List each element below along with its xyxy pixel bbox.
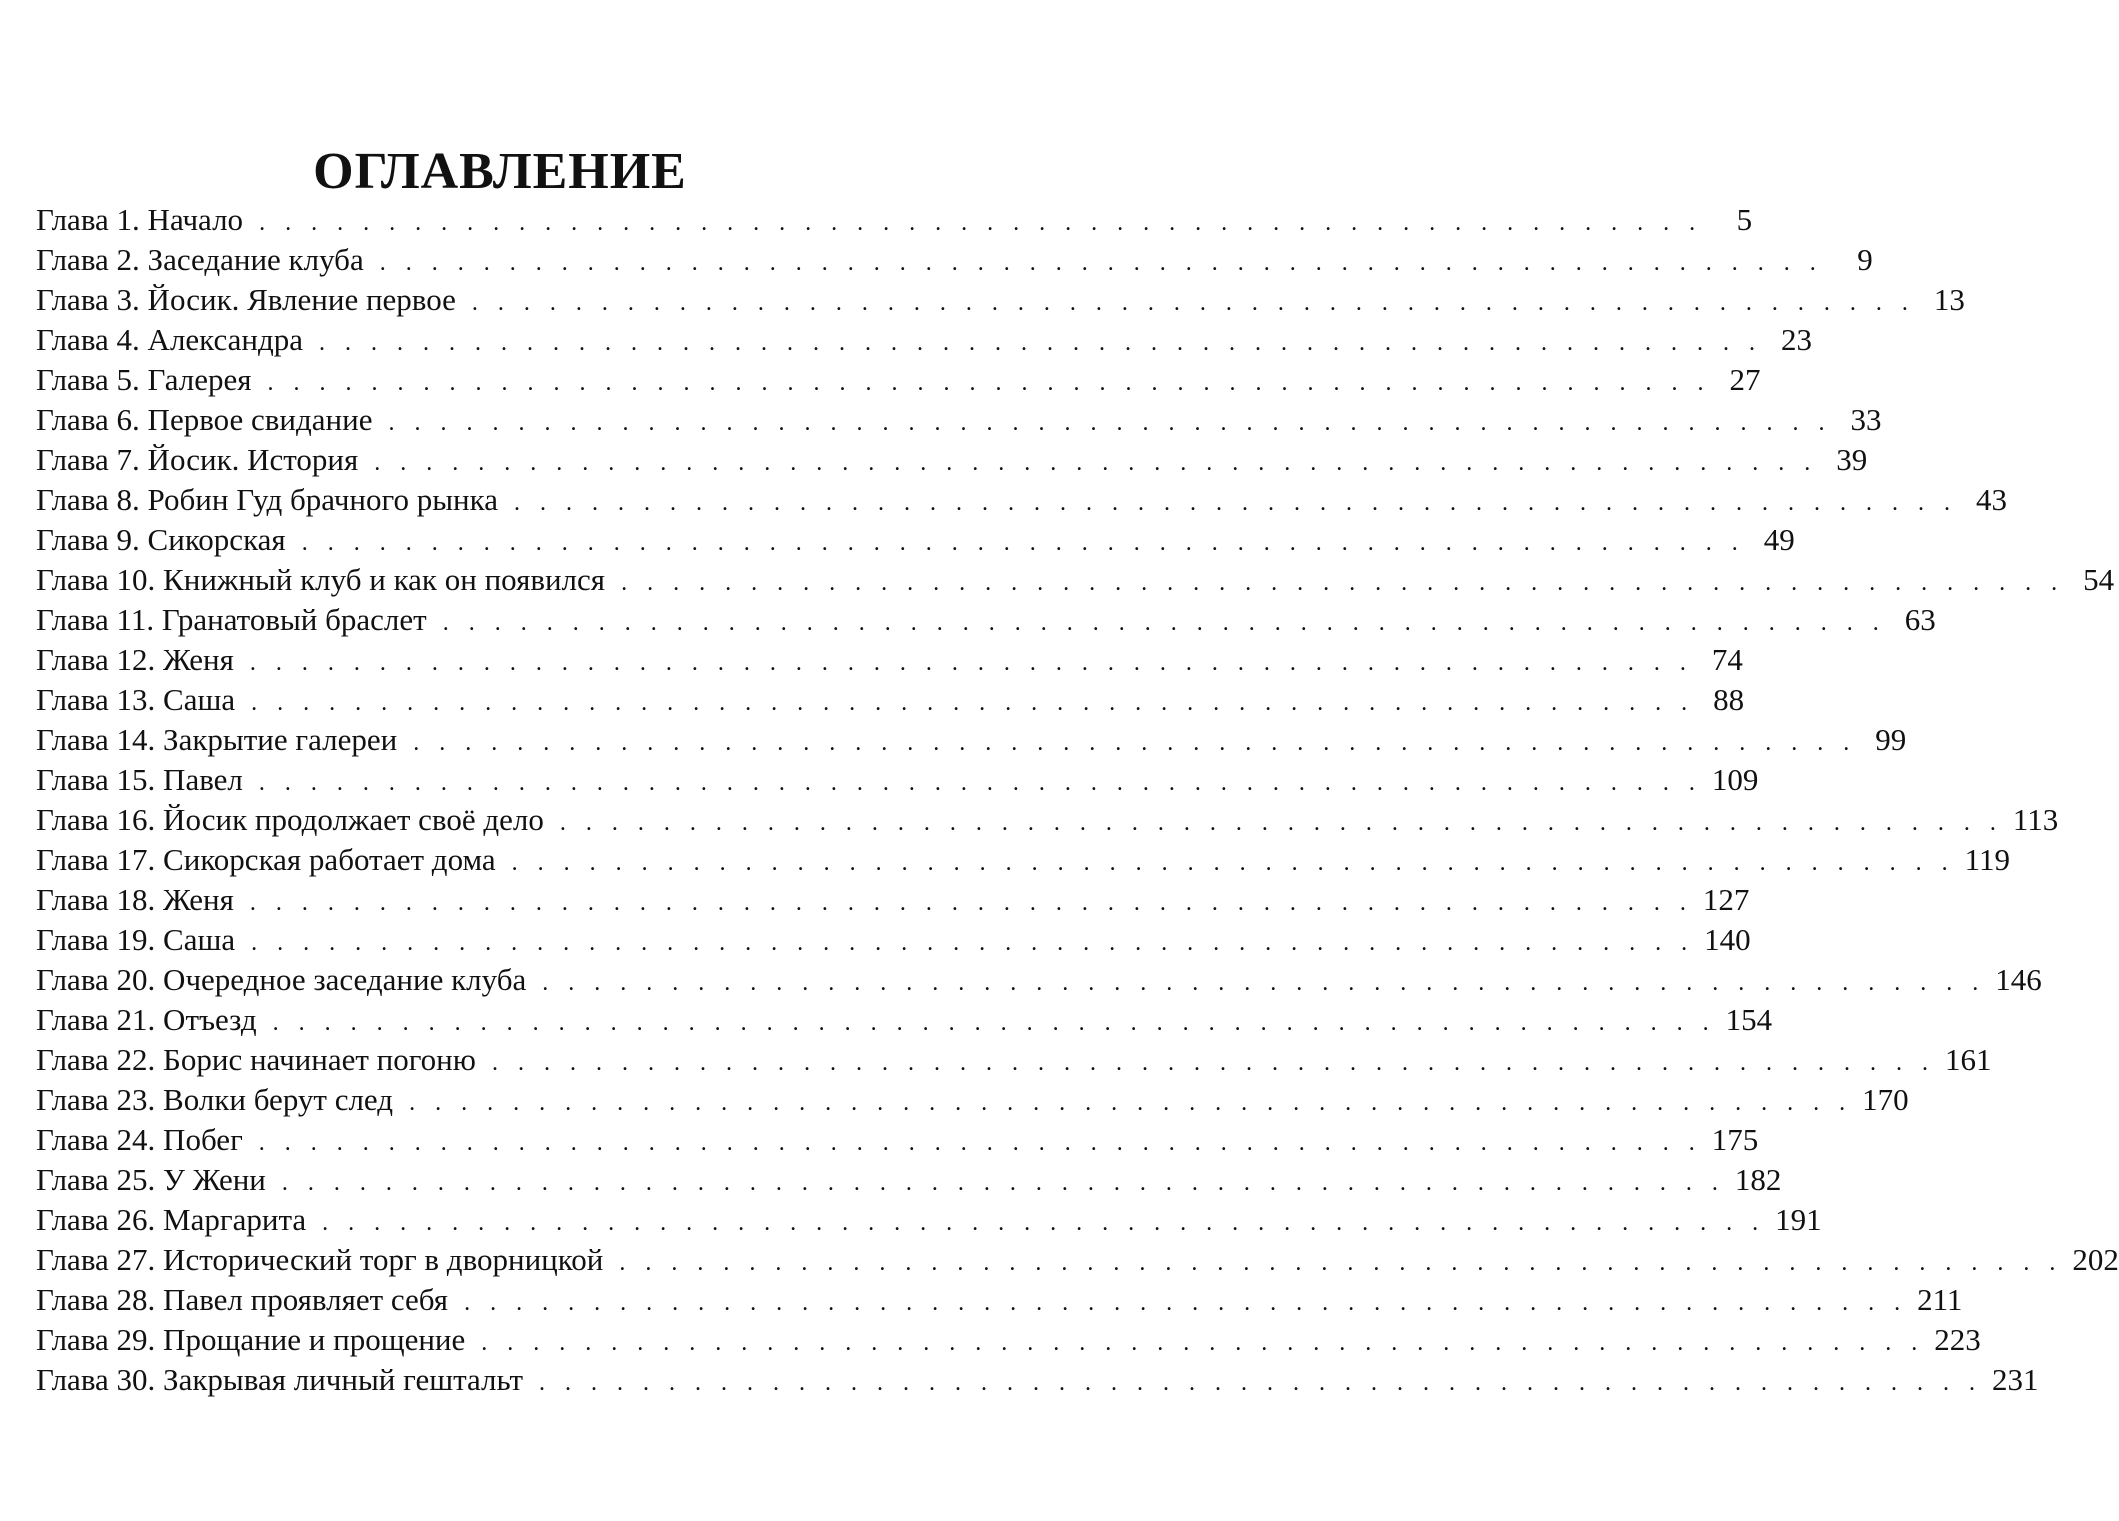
toc-entry[interactable] [36,680,1745,720]
chapter-title: Глава 12. Женя [36,642,234,677]
page-number: 5 [1736,202,1753,237]
chapter-title: Глава 8. Робин Гуд брачного рынка [36,482,498,517]
page-number: 9 [1857,242,1873,277]
chapter-title: Глава 24. Побег [36,1122,243,1157]
toc-entry[interactable] [36,1320,1981,1360]
page-number: 161 [1944,1042,1992,1077]
page-number: 99 [1875,722,1907,757]
dot-leader: . . . . . . . . . . . . . . . . . . . . . . . . . . . . . . . . . . . . . . . . . . . . . . . . . . . . . . . . [539,1370,1983,1396]
toc-entry[interactable] [36,1200,1822,1240]
toc-entry[interactable] [36,280,1965,320]
page-number: 211 [1917,1282,1963,1317]
page-number: 231 [1992,1362,2039,1397]
dot-leader: . . . . . . . . . . . . . . . . . . . . . . . . . . . . . . . . . . . . . . . . . . . . . . . . . . . . . . . . [259,210,1703,236]
toc-entry[interactable] [36,1280,1963,1320]
page-title: ОГЛАВЛЕНИЕ [313,142,687,200]
dot-leader: . . . . . . . . . . . . . . . . . . . . . . . . . . . . . . . . . . . . . . . . . . . . . . . . . . . . . . . . [481,1330,1925,1356]
toc-entry[interactable] [36,600,1936,640]
chapter-title: Глава 27. Исторический торг в дворницкой [36,1242,604,1277]
dot-leader: . . . . . . . . . . . . . . . . . . . . . . . . . . . . . . . . . . . . . . . . . . . . . . . . . . . . . . . . [301,530,1745,556]
dot-leader: . . . . . . . . . . . . . . . . . . . . . . . . . . . . . . . . . . . . . . . . . . . . . . . . . . . . . . . . [619,1250,2063,1276]
page-number: 146 [1995,962,2042,997]
toc-entry[interactable] [36,400,1882,440]
toc-entry[interactable] [36,1240,2119,1280]
dot-leader: . . . . . . . . . . . . . . . . . . . . . . . . . . . . . . . . . . . . . . . . . . . . . . . . . . . . . . . . [491,1050,1935,1076]
page-number: 54 [2083,562,2115,597]
dot-leader: . . . . . . . . . . . . . . . . . . . . . . . . . . . . . . . . . . . . . . . . . . . . . . . . . . . . . . . . [413,730,1857,756]
table-of-contents [36,200,2119,1400]
dot-leader: . . . . . . . . . . . . . . . . . . . . . . . . . . . . . . . . . . . . . . . . . . . . . . . . . . . . . . . . [542,970,1986,996]
toc-entry[interactable] [36,240,1873,280]
chapter-title: Глава 3. Йосик. Явление первое [36,282,456,317]
toc-entry[interactable] [36,720,1907,760]
page-number: 119 [1964,842,2011,877]
toc-entry[interactable] [36,920,1751,960]
dot-leader: . . . . . . . . . . . . . . . . . . . . . . . . . . . . . . . . . . . . . . . . . . . . . . . . . . . . . . . . [281,1170,1725,1196]
dot-leader: . . . . . . . . . . . . . . . . . . . . . . . . . . . . . . . . . . . . . . . . . . . . . . . . . . . . . . . . [249,650,1693,676]
chapter-title: Глава 22. Борис начинает погоню [36,1042,476,1077]
page-number: 154 [1725,1002,1773,1037]
dot-leader: . . . . . . . . . . . . . . . . . . . . . . . . . . . . . . . . . . . . . . . . . . . . . . . . . . . . . . . . [379,250,1823,276]
page-number: 27 [1729,362,1761,397]
dot-leader: . . . . . . . . . . . . . . . . . . . . . . . . . . . . . . . . . . . . . . . . . . . . . . . . . . . . . . . . [374,450,1818,476]
toc-entry[interactable] [36,1160,1782,1200]
toc-entry[interactable] [36,480,2007,520]
page-number: 13 [1933,282,1965,317]
chapter-title: Глава 28. Павел проявляет себя [36,1282,449,1317]
chapter-title: Глава 14. Закрытие галереи [36,722,398,757]
chapter-title: Глава 6. Первое свидание [36,402,373,437]
chapter-title: Глава 15. Павел [36,762,243,797]
dot-leader: . . . . . . . . . . . . . . . . . . . . . . . . . . . . . . . . . . . . . . . . . . . . . . . . . . . . . . . . [559,810,2003,836]
toc-entry[interactable] [36,640,1743,680]
page-number: 175 [1711,1122,1759,1157]
toc-entry[interactable] [36,520,1795,560]
toc-entry[interactable] [36,1080,1909,1120]
chapter-title: Глава 29. Прощание и прощение [36,1322,466,1357]
page-number: 223 [1934,1322,1981,1357]
dot-leader: . . . . . . . . . . . . . . . . . . . . . . . . . . . . . . . . . . . . . . . . . . . . . . . . . . . . . . . . [621,570,2065,596]
toc-entry[interactable] [36,200,1753,240]
page-number: 182 [1734,1162,1782,1197]
toc-entry[interactable] [36,1040,1992,1080]
toc-entry[interactable] [36,440,1868,480]
page-number: 170 [1862,1082,1909,1117]
chapter-title: Глава 7. Йосик. История [36,442,359,477]
toc-entry[interactable] [36,320,1812,360]
chapter-title: Глава 4. Александра [36,322,303,357]
toc-entry[interactable] [36,840,2011,880]
toc-entry[interactable] [36,760,1759,800]
chapter-title: Глава 2. Заседание клуба [36,242,364,277]
dot-leader: . . . . . . . . . . . . . . . . . . . . . . . . . . . . . . . . . . . . . . . . . . . . . . . . . . . . . . . . [258,1130,1702,1156]
toc-entry[interactable] [36,800,2059,840]
chapter-title: Глава 26. Маргарита [36,1202,307,1237]
chapter-title: Глава 5. Галерея [36,362,252,397]
page-number: 202 [2072,1242,2119,1277]
chapter-title: Глава 11. Гранатовый браслет [36,602,427,637]
dot-leader: . . . . . . . . . . . . . . . . . . . . . . . . . . . . . . . . . . . . . . . . . . . . . . . . . . . . . . . . [272,1010,1716,1036]
chapter-title: Глава 20. Очередное заседание клуба [36,962,527,997]
page-number: 33 [1850,402,1882,437]
dot-leader: . . . . . . . . . . . . . . . . . . . . . . . . . . . . . . . . . . . . . . . . . . . . . . . . . . . . . . . . [442,610,1886,636]
dot-leader: . . . . . . . . . . . . . . . . . . . . . . . . . . . . . . . . . . . . . . . . . . . . . . . . . . . . . . . . [249,890,1693,916]
page-number: 140 [1704,922,1751,957]
dot-leader: . . . . . . . . . . . . . . . . . . . . . . . . . . . . . . . . . . . . . . . . . . . . . . . . . . . . . . . . [251,690,1695,716]
chapter-title: Глава 30. Закрывая личный гештальт [36,1362,524,1397]
dot-leader: . . . . . . . . . . . . . . . . . . . . . . . . . . . . . . . . . . . . . . . . . . . . . . . . . . . . . . . . [322,1210,1766,1236]
toc-entry[interactable] [36,960,2042,1000]
dot-leader: . . . . . . . . . . . . . . . . . . . . . . . . . . . . . . . . . . . . . . . . . . . . . . . . . . . . . . . . [258,770,1702,796]
page-number: 109 [1711,762,1759,797]
chapter-title: Глава 25. У Жени [36,1162,266,1197]
page-number: 43 [1975,482,2007,517]
page-number: 191 [1775,1202,1822,1237]
page-number: 23 [1780,322,1812,357]
page-number: 88 [1713,682,1745,717]
dot-leader: . . . . . . . . . . . . . . . . . . . . . . . . . . . . . . . . . . . . . . . . . . . . . . . . . . . . . . . . [267,370,1711,396]
chapter-title: Глава 17. Сикорская работает дома [36,842,496,877]
chapter-title: Глава 18. Женя [36,882,234,917]
chapter-title: Глава 19. Саша [36,922,236,957]
chapter-title: Глава 21. Отъезд [36,1002,257,1037]
page-number: 39 [1836,442,1868,477]
chapter-title: Глава 1. Начало [36,202,244,237]
page-number: 74 [1711,642,1743,677]
page-number: 49 [1763,522,1795,557]
page-number: 63 [1904,602,1936,637]
dot-leader: . . . . . . . . . . . . . . . . . . . . . . . . . . . . . . . . . . . . . . . . . . . . . . . . . . . . . . . . [388,410,1832,436]
page-number: 127 [1702,882,1750,917]
dot-leader: . . . . . . . . . . . . . . . . . . . . . . . . . . . . . . . . . . . . . . . . . . . . . . . . . . . . . . . . [511,850,1955,876]
chapter-title: Глава 9. Сикорская [36,522,286,557]
dot-leader: . . . . . . . . . . . . . . . . . . . . . . . . . . . . . . . . . . . . . . . . . . . . . . . . . . . . . . . . [251,930,1695,956]
toc-entry[interactable] [36,560,2115,600]
chapter-title: Глава 23. Волки берут след [36,1082,394,1117]
toc-entry[interactable] [36,360,1761,400]
chapter-title: Глава 10. Книжный клуб и как он появился [36,562,606,597]
toc-entry[interactable] [36,880,1750,920]
page-number: 113 [2012,802,2059,837]
chapter-title: Глава 13. Саша [36,682,236,717]
dot-leader: . . . . . . . . . . . . . . . . . . . . . . . . . . . . . . . . . . . . . . . . . . . . . . . . . . . . . . . . [409,1090,1853,1116]
dot-leader: . . . . . . . . . . . . . . . . . . . . . . . . . . . . . . . . . . . . . . . . . . . . . . . . . . . . . . . . [471,290,1915,316]
toc-entry[interactable] [36,1360,2039,1400]
toc-entry[interactable] [36,1000,1773,1040]
dot-leader: . . . . . . . . . . . . . . . . . . . . . . . . . . . . . . . . . . . . . . . . . . . . . . . . . . . . . . . . [513,490,1957,516]
dot-leader: . . . . . . . . . . . . . . . . . . . . . . . . . . . . . . . . . . . . . . . . . . . . . . . . . . . . . . . . [464,1290,1908,1316]
dot-leader: . . . . . . . . . . . . . . . . . . . . . . . . . . . . . . . . . . . . . . . . . . . . . . . . . . . . . . . . [318,330,1762,356]
toc-entry[interactable] [36,1120,1759,1160]
chapter-title: Глава 16. Йосик продолжает своё дело [36,802,544,837]
